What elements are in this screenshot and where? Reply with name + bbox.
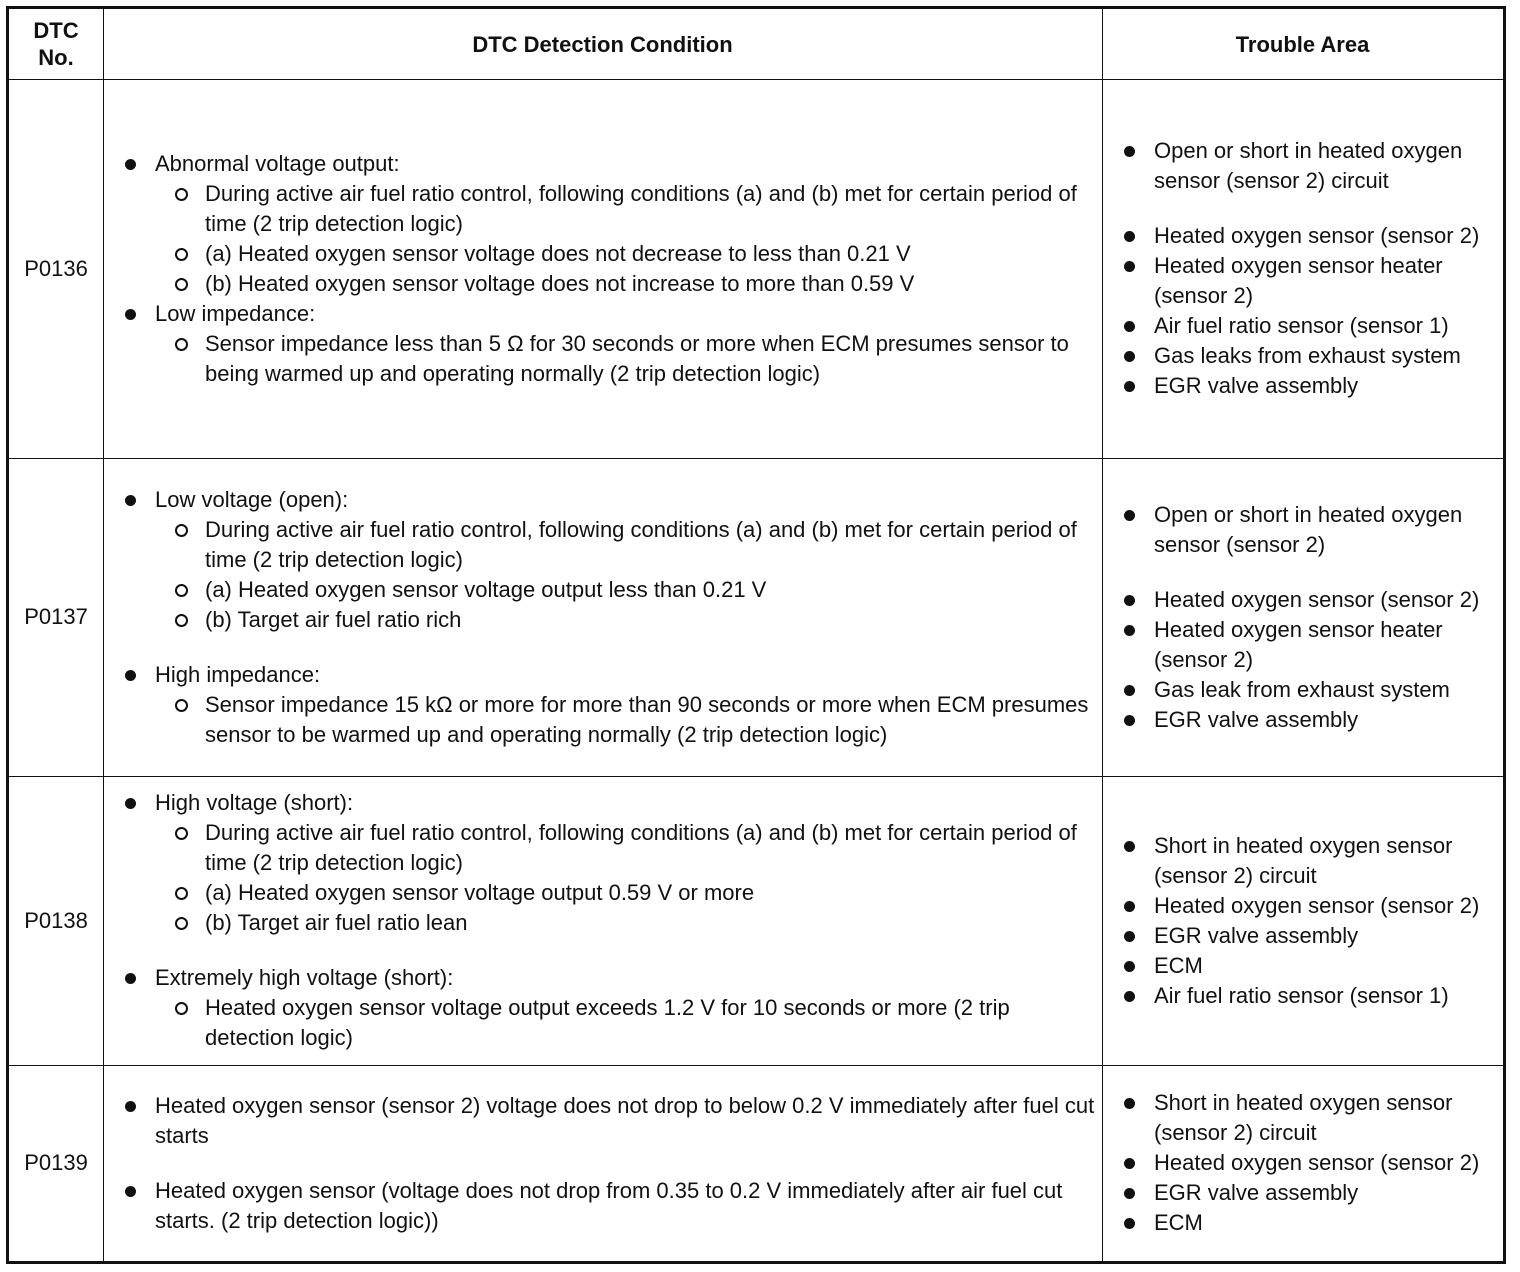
trouble-item: EGR valve assembly <box>1124 1178 1499 1208</box>
trouble-area <box>1102 776 1503 1065</box>
condition-subitem: Heated oxygen sensor voltage output exceeds 1.2 V for 10 seconds or more (2 trip detection logic) <box>125 993 1098 1053</box>
dtc-code: P0139 <box>24 1150 88 1175</box>
dtc-code: P0138 <box>24 907 88 933</box>
condition-list <box>125 485 1098 750</box>
trouble-item: Short in heated oxygen sensor (sensor 2) circuit <box>1124 1088 1499 1148</box>
condition-subitem: During active air fuel ratio control, following conditions (a) and (b) met for certain period of time (2 trip detection logic) <box>125 179 1098 239</box>
dtc-table <box>6 6 1506 1264</box>
condition-subitem: (b) Target air fuel ratio rich <box>125 605 1098 635</box>
condition-subitem: (a) Heated oxygen sensor voltage does not decrease to less than 0.21 V <box>125 239 1098 269</box>
condition-list <box>125 1091 1098 1236</box>
condition-item: Extremely high voltage (short): <box>125 963 1098 993</box>
condition-item: Abnormal voltage output: <box>125 149 1098 179</box>
trouble-item: Air fuel ratio sensor (sensor 1) <box>1124 981 1499 1011</box>
trouble-item: Heated oxygen sensor (sensor 2) <box>1124 891 1499 921</box>
trouble-area <box>1102 1065 1503 1261</box>
condition-item: Heated oxygen sensor (sensor 2) voltage does not drop to below 0.2 V immediately after fuel cut starts <box>125 1091 1098 1151</box>
condition-item: Heated oxygen sensor (voltage does not drop from 0.35 to 0.2 V immediately after air fuel cut starts. (2 trip detection logic)) <box>125 1176 1098 1236</box>
trouble-item: EGR valve assembly <box>1124 705 1499 735</box>
dtc-code: P0136 <box>24 255 88 281</box>
detection-condition <box>103 1065 1102 1261</box>
detection-condition <box>103 458 1102 776</box>
trouble-item: Short in heated oxygen sensor (sensor 2) circuit <box>1124 831 1499 891</box>
trouble-item: Heated oxygen sensor (sensor 2) <box>1124 585 1499 615</box>
trouble-list <box>1124 500 1499 735</box>
trouble-item: Gas leaks from exhaust system <box>1124 341 1499 371</box>
list-spacer <box>125 938 1098 963</box>
trouble-list <box>1124 1088 1499 1238</box>
condition-subitem: Sensor impedance 15 kΩ or more for more than 90 seconds or more when ECM presumes sensor to be warmed up and operating normally (2 trip detection logic) <box>125 690 1098 750</box>
detection-condition <box>103 79 1102 458</box>
trouble-item: Heated oxygen sensor heater (sensor 2) <box>1124 251 1499 311</box>
trouble-item: Open or short in heated oxygen sensor (sensor 2) circuit <box>1124 136 1499 196</box>
trouble-item: EGR valve assembly <box>1124 371 1499 401</box>
condition-subitem: (b) Heated oxygen sensor voltage does not increase to more than 0.59 V <box>125 269 1098 299</box>
header-detection-condition: DTC Detection Condition <box>472 31 733 57</box>
condition-list <box>125 149 1098 389</box>
header-dtc-no: DTC No. <box>33 18 79 70</box>
trouble-item: Heated oxygen sensor (sensor 2) <box>1124 221 1499 251</box>
trouble-item: Air fuel ratio sensor (sensor 1) <box>1124 311 1499 341</box>
trouble-item: Heated oxygen sensor (sensor 2) <box>1124 1148 1499 1178</box>
condition-subitem: (a) Heated oxygen sensor voltage output less than 0.21 V <box>125 575 1098 605</box>
condition-item: High voltage (short): <box>125 788 1098 818</box>
list-spacer <box>125 635 1098 660</box>
detection-condition <box>103 776 1102 1065</box>
trouble-list <box>1124 136 1499 401</box>
trouble-item: ECM <box>1124 951 1499 981</box>
trouble-list <box>1124 831 1499 1011</box>
list-spacer <box>1124 196 1499 221</box>
list-spacer <box>1124 560 1499 585</box>
list-spacer <box>125 1151 1098 1176</box>
trouble-item: Open or short in heated oxygen sensor (sensor 2) <box>1124 500 1499 560</box>
trouble-item: EGR valve assembly <box>1124 921 1499 951</box>
condition-item: Low impedance: <box>125 299 1098 329</box>
trouble-area <box>1102 458 1503 776</box>
condition-subitem: During active air fuel ratio control, following conditions (a) and (b) met for certain period of time (2 trip detection logic) <box>125 515 1098 575</box>
condition-subitem: (b) Target air fuel ratio lean <box>125 908 1098 938</box>
condition-subitem: During active air fuel ratio control, following conditions (a) and (b) met for certain period of time (2 trip detection logic) <box>125 818 1098 878</box>
trouble-item: ECM <box>1124 1208 1499 1238</box>
trouble-area <box>1102 79 1503 458</box>
dtc-code: P0137 <box>24 604 88 629</box>
condition-item: Low voltage (open): <box>125 485 1098 515</box>
trouble-item: Heated oxygen sensor heater (sensor 2) <box>1124 615 1499 675</box>
condition-item: High impedance: <box>125 660 1098 690</box>
header-trouble-area: Trouble Area <box>1235 31 1370 57</box>
trouble-item: Gas leak from exhaust system <box>1124 675 1499 705</box>
condition-subitem: (a) Heated oxygen sensor voltage output 0.59 V or more <box>125 878 1098 908</box>
condition-list <box>125 788 1098 1053</box>
condition-subitem: Sensor impedance less than 5 Ω for 30 seconds or more when ECM presumes sensor to being warmed up and operating normally (2 trip detection logic) <box>125 329 1098 389</box>
